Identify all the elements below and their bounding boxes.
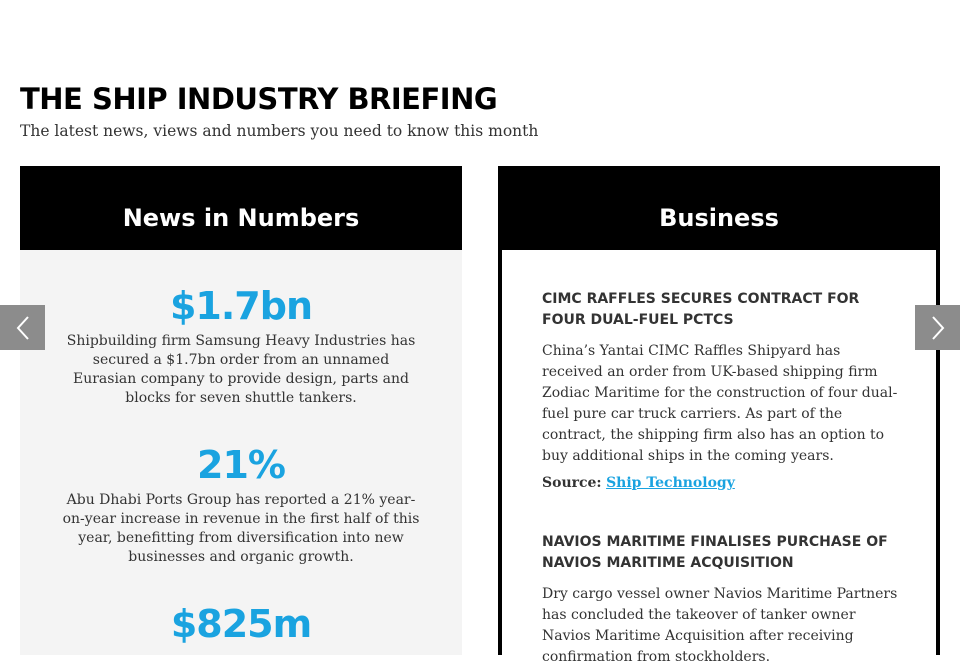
article-title: NAVIOS MARITIME FINALISES PURCHASE OF NAVIOS MARITIME ACQUISITION <box>542 534 888 571</box>
stat-description: Abu Dhabi Ports Group has reported a 21% year-on-year increase in revenue in the first half of this year, benefitting from diversification into new businesses and organic growth. <box>62 492 420 565</box>
stat-value: 21% <box>197 443 285 487</box>
article-body: China’s Yantai CIMC Raffles Shipyard has received an order from UK-based shipping firm Zodiac Maritime for the construction of four dual-fuel pure car truck carriers. As part of the contract, the shipping firm also has an option to buy additional ships in the coming years. <box>542 343 898 464</box>
briefing-title: THE SHIP INDUSTRY BRIEFING <box>20 82 498 116</box>
chevron-left-icon <box>15 315 31 341</box>
source-link[interactable]: Ship Technology <box>606 475 735 491</box>
stat-item <box>20 284 462 408</box>
news-article <box>542 289 898 494</box>
stat-item <box>20 443 462 567</box>
article-body: Dry cargo vessel owner Navios Maritime Partners has concluded the takeover of tanker owner Navios Maritime Acquisition after receiving confirmation from stockholders. <box>542 586 898 665</box>
briefing-subtitle: The latest news, views and numbers you need to know this month <box>20 122 539 140</box>
carousel-prev-button[interactable] <box>0 305 45 350</box>
carousel-next-button[interactable] <box>915 305 960 350</box>
stat-description: Shipbuilding firm Samsung Heavy Industries has secured a $1.7bn order from an unnamed Eurasian company to provide design, parts and blocks for seven shuttle tankers. <box>66 333 416 406</box>
chevron-right-icon <box>930 315 946 341</box>
panel-heading: News in Numbers <box>20 166 462 250</box>
stat-value: $825m <box>170 602 312 646</box>
stat-value: $1.7bn <box>169 284 312 328</box>
stat-item <box>20 602 462 650</box>
news-article <box>542 532 898 668</box>
business-panel <box>498 166 940 665</box>
article-title: CIMC RAFFLES SECURES CONTRACT FOR FOUR DUAL-FUEL PCTCS <box>542 291 860 328</box>
panel-heading: Business <box>498 166 940 250</box>
news-in-numbers-panel <box>20 166 462 655</box>
article-source <box>542 473 898 494</box>
source-label: Source: <box>542 475 602 491</box>
